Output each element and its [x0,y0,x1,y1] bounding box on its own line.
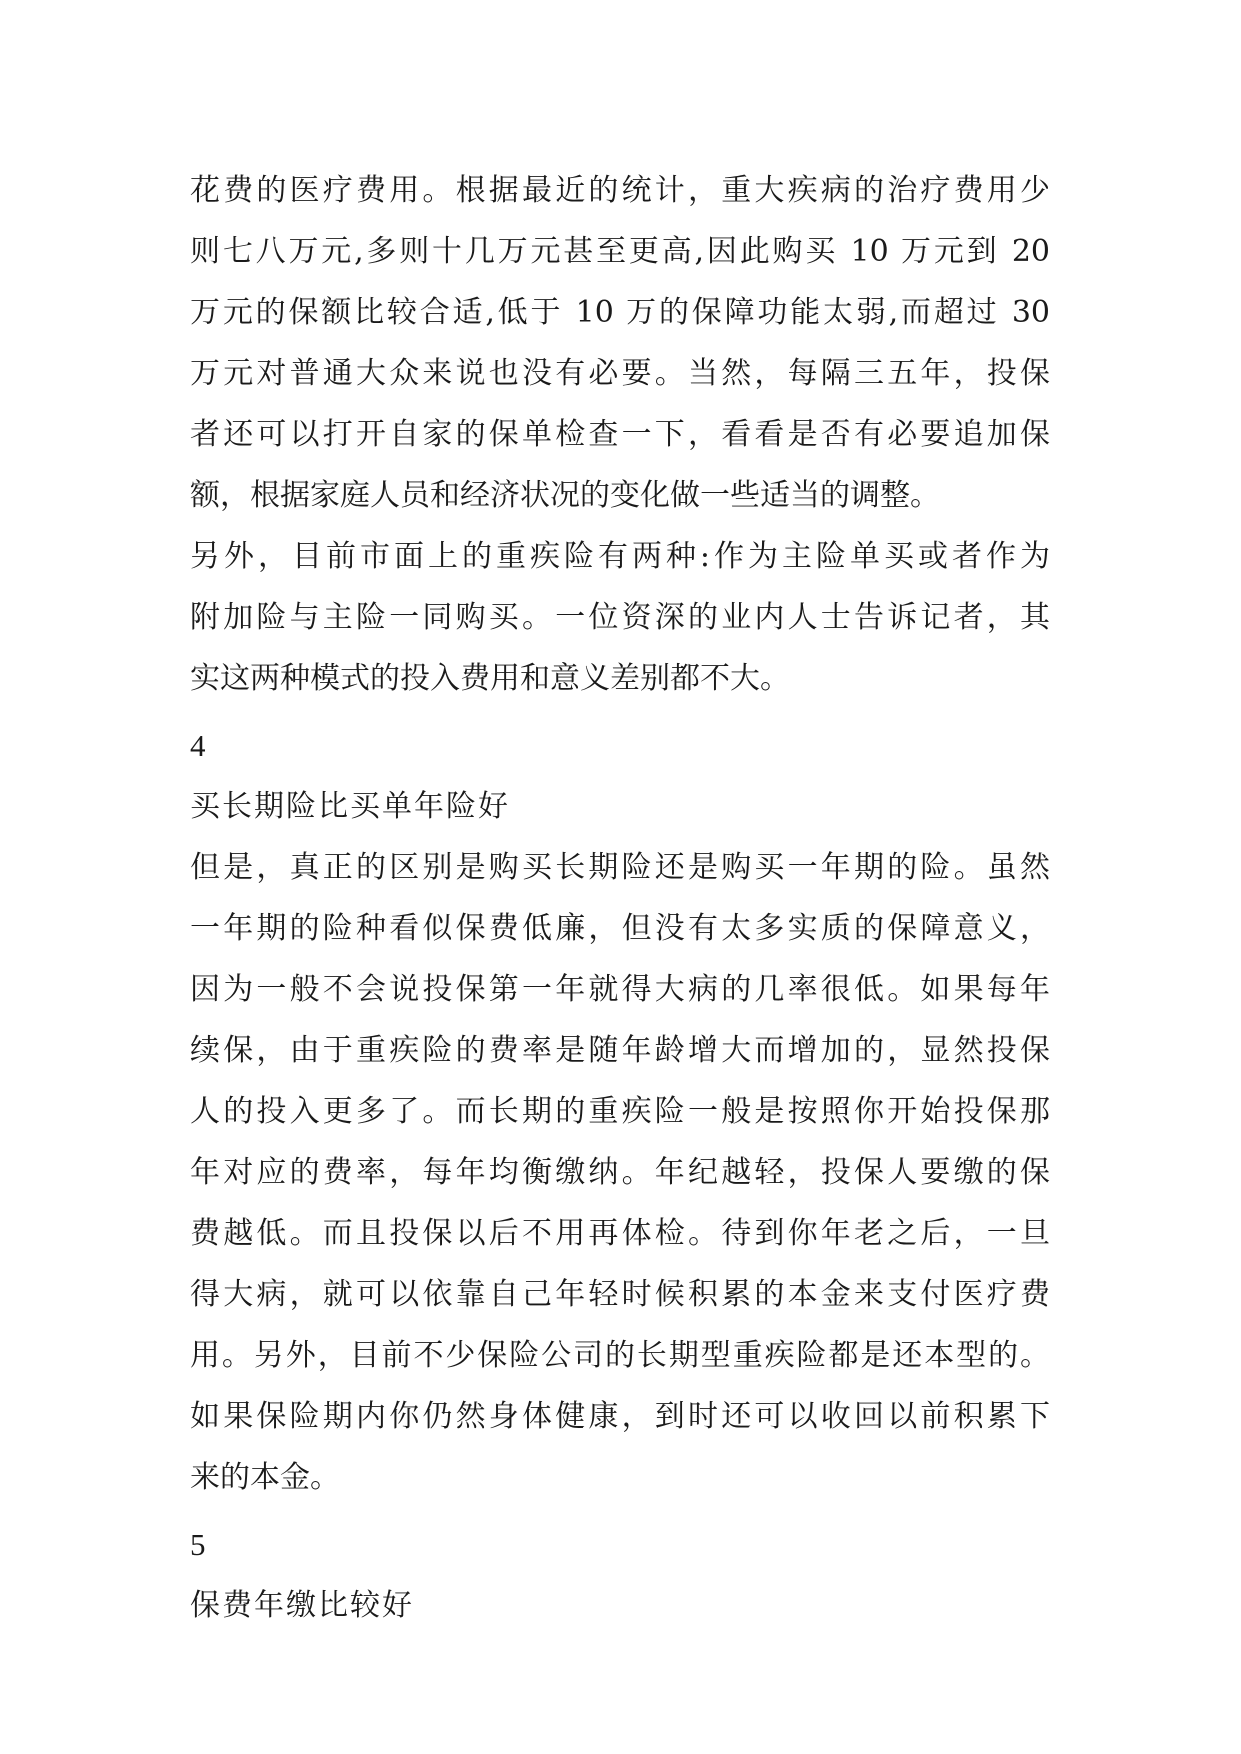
text-line: 花费的医疗费用。根据最近的统计，重大疾病的治疗费用少 [190,173,1050,208]
text-line: 实这两种模式的投入费用和意义差别都不大。 [190,661,790,696]
text-line: 万元对普通大众来说也没有必要。当然，每隔三五年，投保 [190,356,1050,391]
text-line: 人的投入更多了。而长期的重疾险一般是按照你开始投保那 [190,1094,1050,1129]
text-line: 但是，真正的区别是购买长期险还是购买一年期的险。虽然 [190,850,1050,885]
text-line: 则七八万元,多则十几万元甚至更高,因此购买 10 万元到 20 [190,234,1050,269]
text-line: 者还可以打开自家的保单检查一下，看看是否有必要追加保 [190,417,1050,452]
text-line: 因为一般不会说投保第一年就得大病的几率很低。如果每年 [190,972,1050,1007]
section-number: 4 [190,728,206,763]
section-title: 保费年缴比较好 [190,1588,414,1623]
text-line: 一年期的险种看似保费低廉，但没有太多实质的保障意义， [190,911,1050,946]
text-line: 额，根据家庭人员和经济状况的变化做一些适当的调整。 [190,478,940,513]
text-line: 费越低。而且投保以后不用再体检。待到你年老之后，一旦 [190,1216,1050,1251]
text-line: 用。另外，目前不少保险公司的长期型重疾险都是还本型的。 [190,1338,1050,1373]
paragraph-medical-costs [190,160,1050,526]
paragraph-long-term-insurance [190,837,1050,1508]
text-line: 附加险与主险一同购买。一位资深的业内人士告诉记者，其 [190,600,1050,635]
document-body [190,160,1050,1636]
text-line: 如果保险期内你仍然身体健康，到时还可以收回以前积累下 [190,1399,1050,1434]
text-line: 万元的保额比较合适,低于 10 万的保障功能太弱,而超过 30 [190,295,1050,330]
text-line: 续保，由于重疾险的费率是随年龄增大而增加的，显然投保 [190,1033,1050,1068]
text-line: 来的本金。 [190,1460,340,1495]
paragraph-insurance-types [190,526,1050,709]
text-line: 得大病，就可以依靠自己年轻时候积累的本金来支付医疗费 [190,1277,1050,1312]
text-line: 年对应的费率，每年均衡缴纳。年纪越轻，投保人要缴的保 [190,1155,1050,1190]
text-line: 另外，目前市面上的重疾险有两种:作为主险单买或者作为 [190,539,1050,574]
section-title: 买长期险比买单年险好 [190,789,510,824]
section-number: 5 [190,1527,206,1562]
